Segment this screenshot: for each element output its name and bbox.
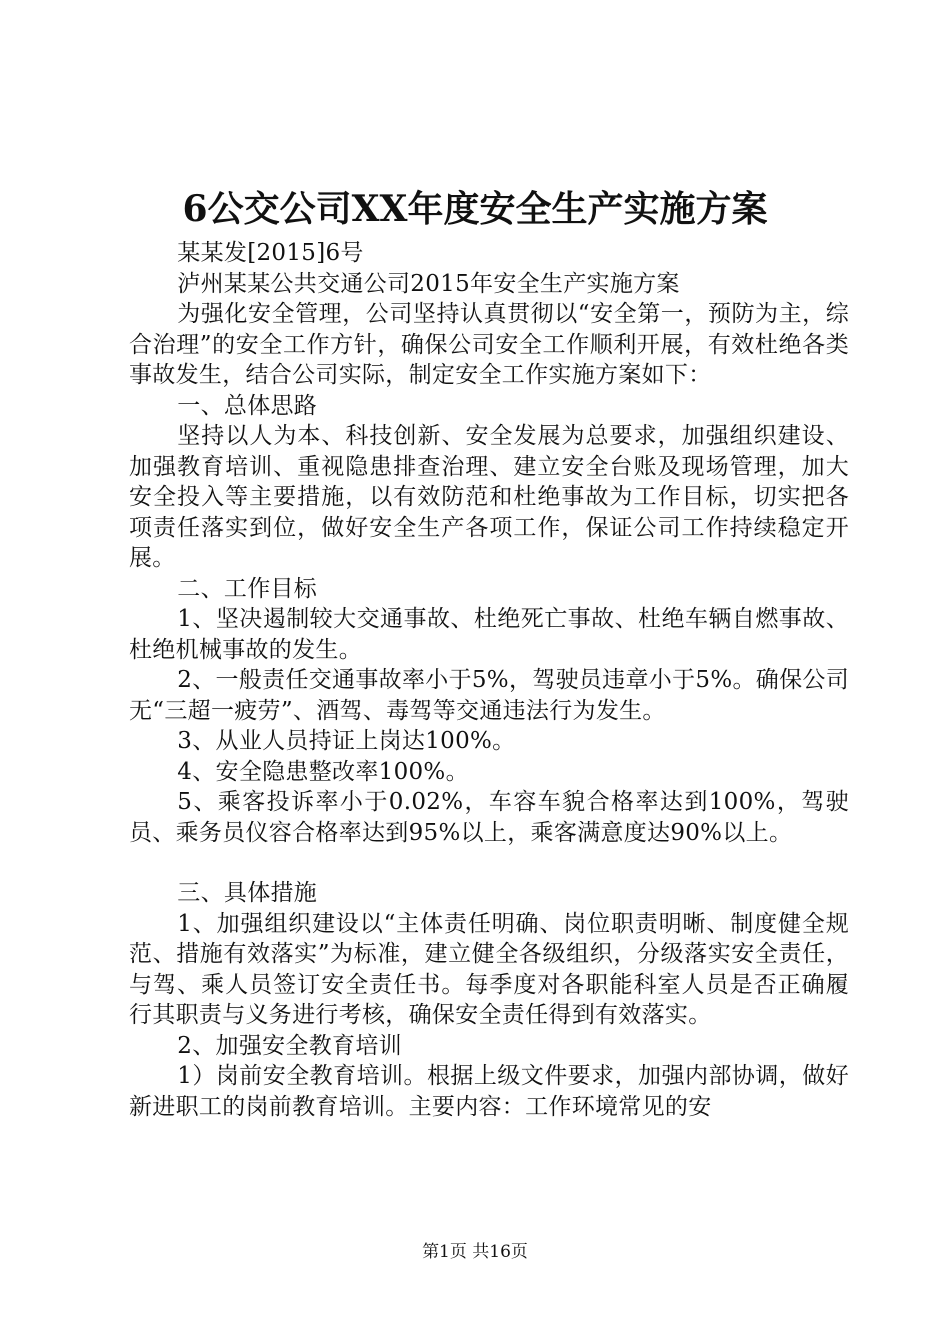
- section-heading: 二、工作目标: [177, 575, 318, 602]
- list-item: 4、安全隐患整改率100%。: [177, 758, 469, 785]
- list-item: 5、乘客投诉率小于0.02%，车容车貌合格率达到100%，驾驶员、乘务员仪容合格率达到95%以上，乘客满意度达90%以上。: [129, 789, 849, 846]
- document-title: 6公交公司XX年度安全生产实施方案: [182, 188, 768, 230]
- body-paragraph: 坚持以人为本、科技创新、安全发展为总要求，加强组织建设、加强教育培训、重视隐患排查治理、建立安全台账及现场管理，加大安全投入等主要措施，以有效防范和杜绝事故为工作目标，切实把各项责任落实到位，做好安全生产各项工作，保证公司工作持续稳定开展。: [129, 423, 849, 571]
- list-item: 1、加强组织建设以“主体责任明确、岗位职责明晰、制度健全规范、措施有效落实”为标准，建立健全各级组织，分级落实安全责任，与驾、乘人员签订安全责任书。每季度对各职能科室人员是否正确履行其职责与义务进行考核，确保安全责任得到有效落实。: [129, 910, 849, 1028]
- document-number: 某某发[2015]6号: [177, 240, 364, 266]
- intro-paragraph: 为强化安全管理，公司坚持认真贯彻以“安全第一，预防为主，综合治理”的安全工作方针，确保公司安全工作顺利开展，有效杜绝各类事故发生，结合公司实际，制定安全工作实施方案如下：: [129, 301, 849, 388]
- section-heading: 一、总体思路: [177, 392, 318, 419]
- page-footer: 第1页 共16页: [422, 1242, 528, 1262]
- document-subtitle: 泸州某某公共交通公司2015年安全生产实施方案: [177, 270, 680, 297]
- sub-heading: 2、加强安全教育培训: [177, 1032, 402, 1059]
- section-heading: 三、具体措施: [177, 880, 318, 906]
- body-paragraph: 1）岗前安全教育培训。根据上级文件要求，加强内部协调，做好新进职工的岗前教育培训。主要内容：工作环境常见的安: [129, 1063, 849, 1120]
- document-body: [129, 238, 849, 1122]
- list-item: 3、从业人员持证上岗达100%。: [177, 728, 516, 754]
- list-item: 1、坚决遏制较大交通事故、杜绝死亡事故、杜绝车辆自燃事故、杜绝机械事故的发生。: [129, 606, 849, 663]
- list-item: 2、一般责任交通事故率小于5%，驾驶员违章小于5%。确保公司无“三超一疲劳”、酒驾、毒驾等交通违法行为发生。: [129, 667, 849, 724]
